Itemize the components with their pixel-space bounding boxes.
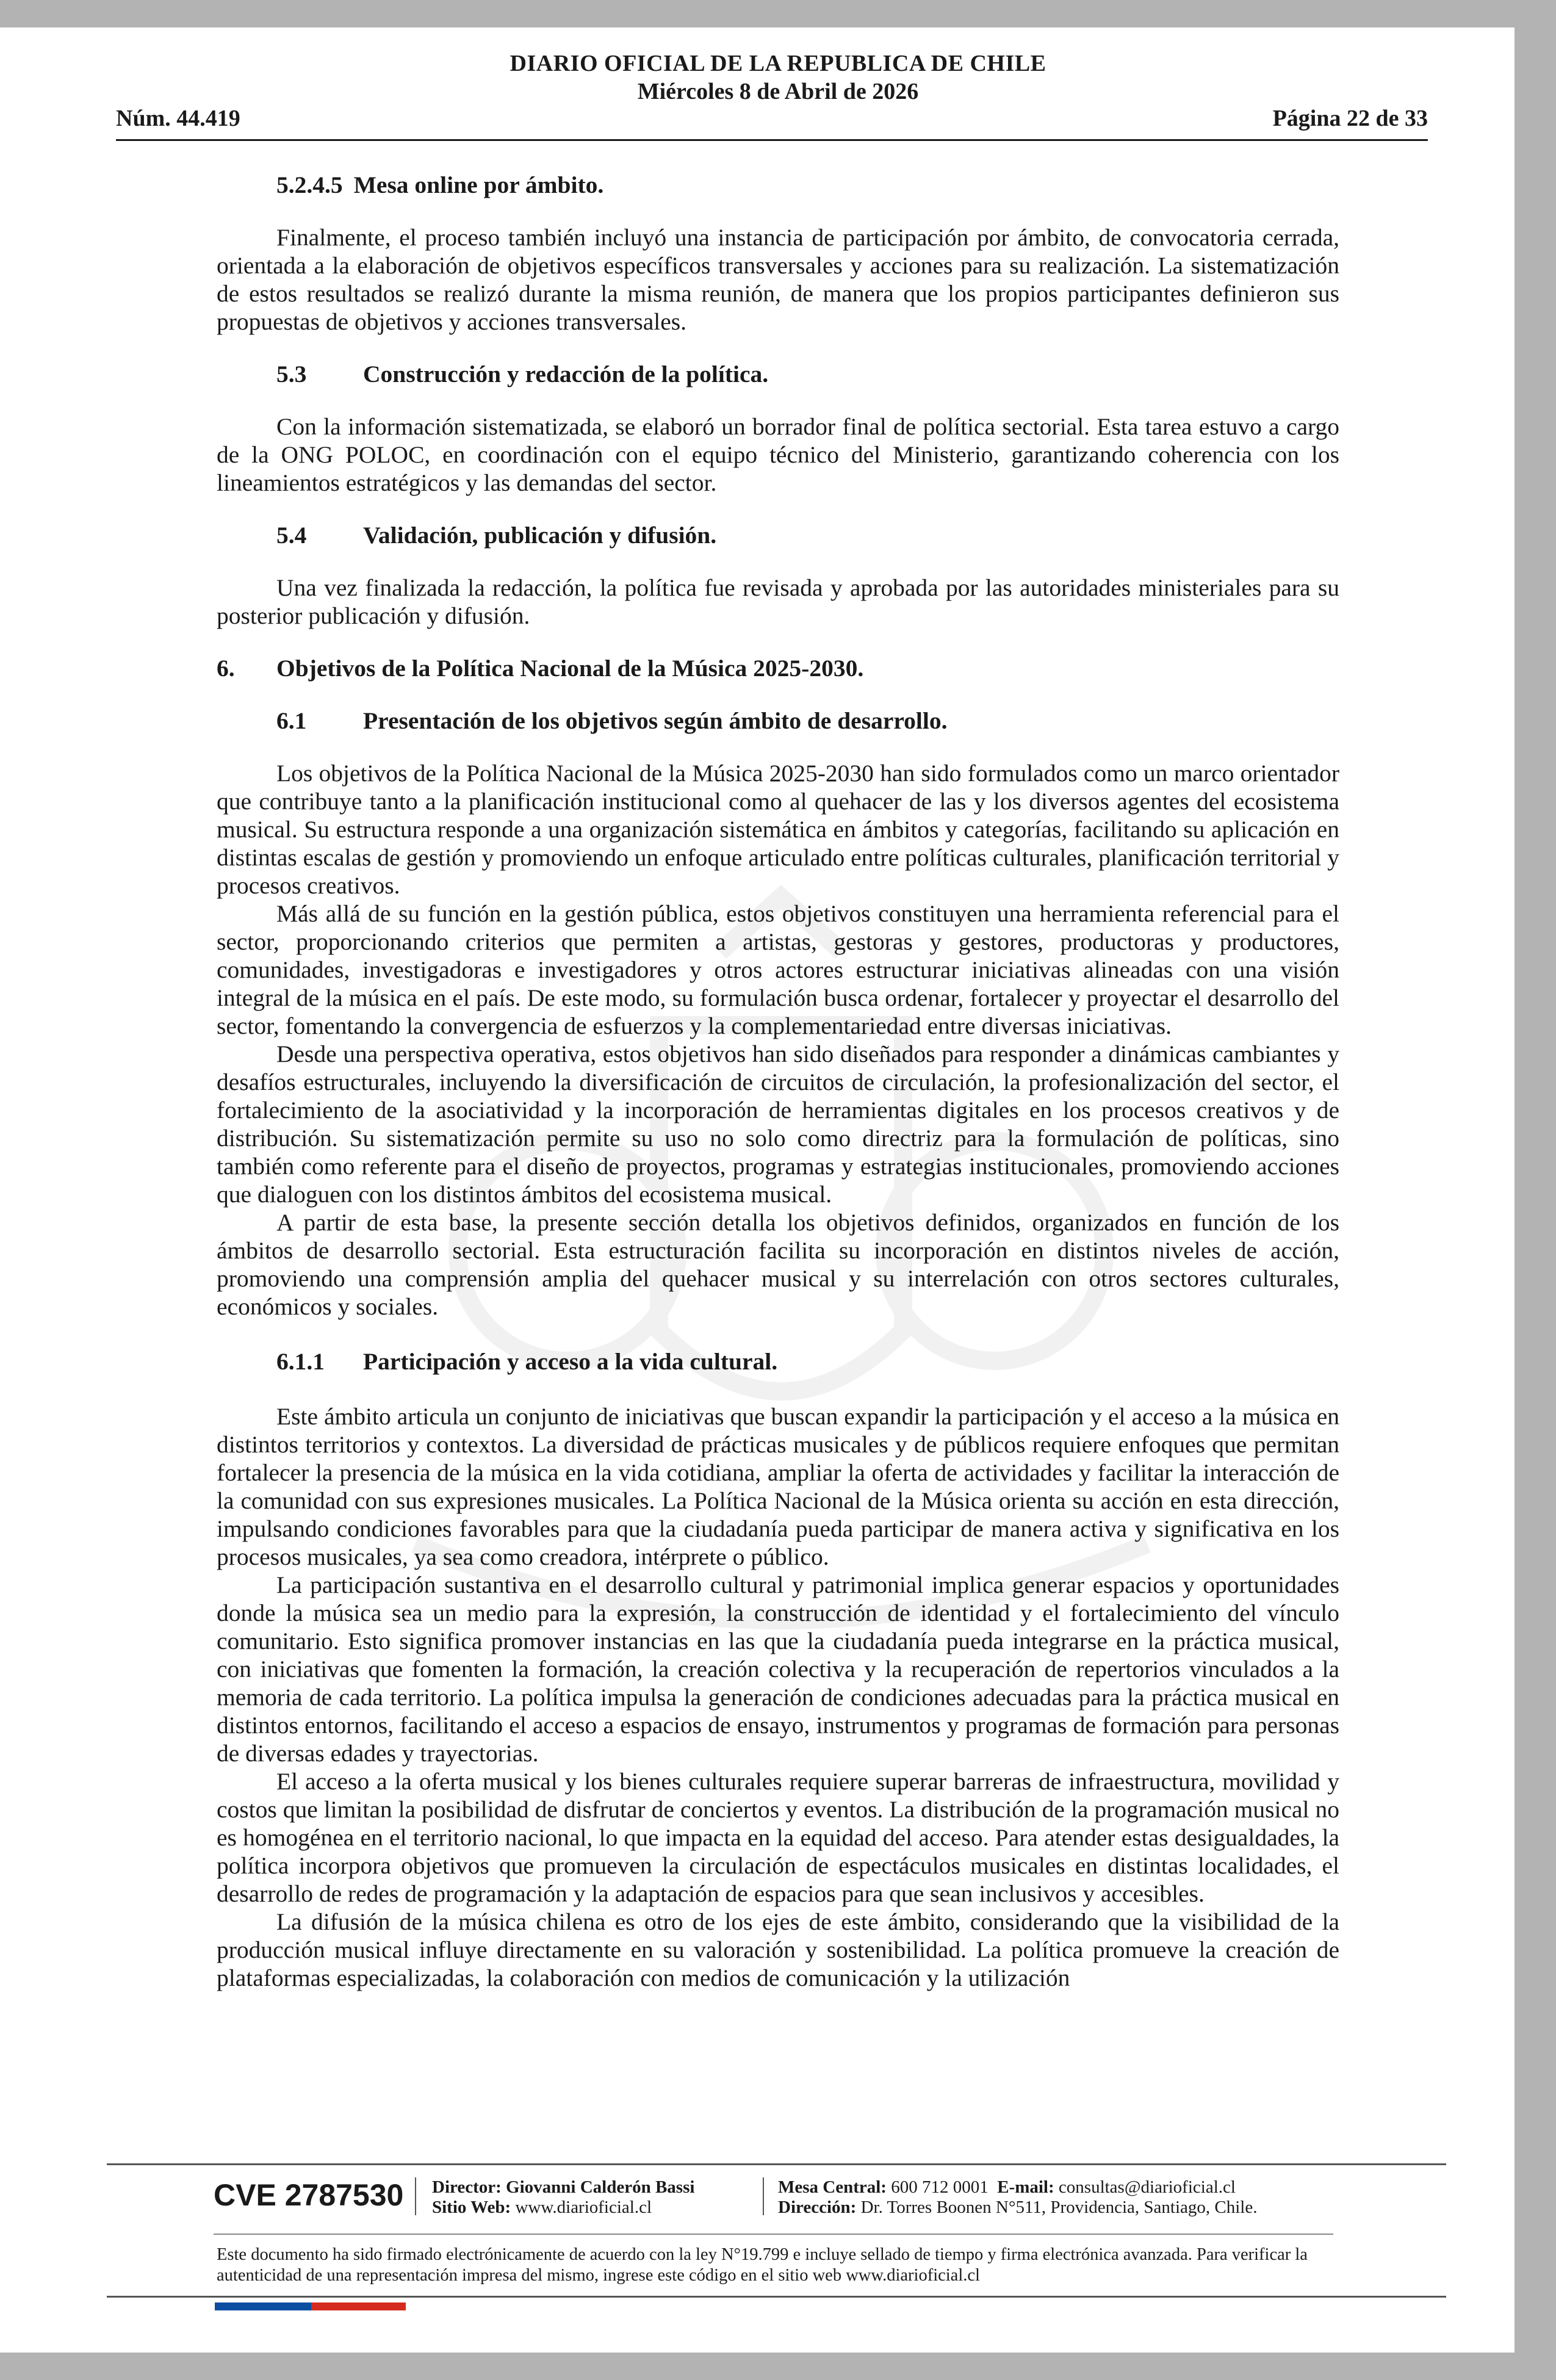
cve-code: CVE 2787530 xyxy=(214,2178,404,2212)
footer-director-block xyxy=(432,2177,694,2218)
section-heading-5-4 xyxy=(276,521,1339,549)
heading-number: 5.2.4.5 xyxy=(276,171,343,198)
footer-divider xyxy=(107,2296,1446,2298)
heading-text: Objetivos de la Política Nacional de la Música 2025-2030. xyxy=(276,655,864,682)
email-link[interactable]: consultas@diarioficial.cl xyxy=(1058,2177,1236,2197)
phone-label: Mesa Central: xyxy=(778,2177,887,2197)
flag-stripe-red xyxy=(311,2302,406,2310)
document-body xyxy=(217,171,1339,1992)
section-heading-6-1 xyxy=(276,707,1339,735)
heading-text: Presentación de los objetivos según ámbito de desarrollo. xyxy=(363,707,948,734)
heading-text: Validación, publicación y difusión. xyxy=(363,522,717,549)
footer-divider xyxy=(214,2234,1333,2235)
heading-number: 6.1.1 xyxy=(276,1348,325,1375)
footer-separator xyxy=(763,2177,764,2215)
section-heading-6-1-1 xyxy=(276,1347,1339,1376)
director-name: Giovanni Calderón Bassi xyxy=(506,2177,695,2197)
issue-date: Miércoles 8 de Abril de 2026 xyxy=(637,79,919,104)
section-heading-5-3 xyxy=(276,360,1339,388)
address-label: Dirección: xyxy=(778,2198,857,2217)
section-heading-6 xyxy=(217,654,1339,682)
email-label: E-mail: xyxy=(997,2177,1054,2197)
heading-number: 5.4 xyxy=(276,522,307,549)
paragraph: Una vez finalizada la redacción, la política fue revisada y aprobada por las autoridades ministeriales para su posterior publicación y difusión. xyxy=(217,574,1339,629)
phone-value: 600 712 0001 xyxy=(891,2177,989,2197)
heading-number: 6. xyxy=(217,655,235,682)
paragraph: El acceso a la oferta musical y los bienes culturales requiere superar barreras de infraestructura, movilidad y costos que limitan la posibilidad de disfrutar de conciertos y eventos. La distribución de la programación musical no es homogénea en el territorio nacional, lo que impacta en la equidad del acceso. Para atender estas desigualdades, la política incorpora objetivos que promueven la circulación de espectáculos musicales en distintas localidades, el desarrollo de redes de programación y la adaptación de espacios para que sean inclusivos y accesibles. xyxy=(217,1768,1339,1907)
address-value: Dr. Torres Boonen N°511, Providencia, Santiago, Chile. xyxy=(860,2198,1258,2217)
paragraph: Más allá de su función en la gestión pública, estos objetivos constituyen una herramienta referencial para el sector, proporcionando criterios que permiten a artistas, gestoras y gestores, productoras y productores, comunidades, investigadoras e investigadores y otros actores estructurar iniciativas alineadas con una visión integral de la música en el país. De este modo, su formulación busca ordenar, fortalecer y proyectar el desarrollo del sector, fomentando la convergencia de esfuerzos y la complementariedad entre diversas iniciativas. xyxy=(217,900,1339,1039)
heading-number: 5.3 xyxy=(276,361,307,388)
footer-separator xyxy=(415,2177,416,2215)
paragraph: Desde una perspectiva operativa, estos objetivos han sido diseñados para responder a dinámicas cambiantes y desafíos estructurales, incluyendo la diversificación de circuitos de circulación, la profesionalización del sector, el fortalecimiento de la asociatividad y la incorporación de herramientas digitales en los procesos creativos y de distribución. Su sistematización permite su uso no solo como directriz para la formulación de políticas, sino también como referente para el diseño de proyectos, programas y estrategias institucionales, promoviendo acciones que dialoguen con los distintos ámbitos del ecosistema musical. xyxy=(217,1040,1339,1208)
director-label: Director: xyxy=(432,2177,502,2197)
paragraph: Finalmente, el proceso también incluyó una instancia de participación por ámbito, de convocatoria cerrada, orientada a la elaboración de objetivos específicos transversales y acciones para su realización. La sistematización de estos resultados se realizó durante la misma reunión, de manera que los propios participantes definieron sus propuestas de objetivos y acciones transversales. xyxy=(217,224,1339,335)
paragraph: Este ámbito articula un conjunto de iniciativas que buscan expandir la participación y el acceso a la música en distintos territorios y contextos. La diversidad de prácticas musicales y de públicos requiere enfoques que permitan fortalecer la presencia de la música en la vida cotidiana, ampliar la oferta de actividades y facilitar la interacción de la comunidad con sus expresiones musicales. La Política Nacional de la Música orienta su acción en esta dirección, impulsando condiciones favorables para que la ciudadanía pueda participar de manera activa y significativa en los procesos musicales, ya sea como creadora, intérprete o público. xyxy=(217,1403,1339,1570)
heading-text: Participación y acceso a la vida cultural. xyxy=(363,1348,778,1375)
header-divider xyxy=(116,139,1428,141)
paragraph: La difusión de la música chilena es otro de los ejes de este ámbito, considerando que la visibilidad de la producción musical influye directamente en su valoración y sostenibilidad. La política promueve la creación de plataformas especializadas, la colaboración con medios de comunicación y la utilización xyxy=(217,1908,1339,1991)
heading-text: Mesa online por ámbito. xyxy=(353,171,604,198)
flag-stripe-blue xyxy=(215,2302,311,2310)
paragraph: La participación sustantiva en el desarrollo cultural y patrimonial implica generar espacios y oportunidades donde la música sea un medio para la expresión, la construcción de identidad y el fortalecimiento del vínculo comunitario. Esto significa promover instancias en las que la ciudadanía pueda integrarse en la práctica musical, con iniciativas que fomenten la formación, la creación colectiva y la recuperación de repertorios vinculados a la memoria de cada territorio. La política impulsa la generación de condiciones adecuadas para la práctica musical en distintos entornos, facilitando el acceso a espacios de ensayo, instrumentos y programas de formación para personas de diversas edades y trayectorias. xyxy=(217,1571,1339,1767)
page-indicator: Página 22 de 33 xyxy=(1272,106,1428,131)
paragraph: Con la información sistematizada, se elaboró un borrador final de política sectorial. Esta tarea estuvo a cargo de la ONG POLOC, en coordinación con el equipo técnico del Ministerio, garantizando coherencia con los lineamientos estratégicos y las demandas del sector. xyxy=(217,413,1339,496)
website-label: Sitio Web: xyxy=(432,2198,511,2217)
newspaper-title: DIARIO OFICIAL DE LA REPUBLICA DE CHILE xyxy=(510,51,1046,76)
issue-number: Núm. 44.419 xyxy=(116,106,240,131)
website-link[interactable]: www.diarioficial.cl xyxy=(515,2198,652,2217)
paragraph: Los objetivos de la Política Nacional de la Música 2025-2030 han sido formulados como un marco orientador que contribuye tanto a la planificación institucional como al quehacer de las y los diversos agentes del ecosistema musical. Su estructura responde a una organización sistemática en ámbitos y categorías, facilitando su aplicación en distintas escalas de gestión y promoviendo un enfoque articulado entre políticas culturales, planificación territorial y procesos creativos. xyxy=(217,760,1339,899)
heading-number: 6.1 xyxy=(276,707,307,734)
section-heading-5-2-4-5 xyxy=(276,171,1339,199)
paragraph: A partir de esta base, la presente sección detalla los objetivos definidos, organizados en función de los ámbitos de desarrollo sectorial. Esta estructuración facilita su incorporación en distintos niveles de acción, promoviendo una comprensión amplia del quehacer musical y su interrelación con otros sectores culturales, económicos y sociales. xyxy=(217,1209,1339,1320)
footer-divider xyxy=(107,2163,1446,2165)
heading-text: Construcción y redacción de la política. xyxy=(363,361,769,388)
footer-contact-block xyxy=(778,2177,1257,2218)
legal-notice: Este documento ha sido firmado electrónicamente de acuerdo con la ley N°19.799 e incluye sellado de tiempo y firma electrónica avanzada. Para verificar la autenticidad de una representación impresa del mismo, ingrese este código en el sitio web www.diarioficial.cl xyxy=(217,2245,1308,2285)
